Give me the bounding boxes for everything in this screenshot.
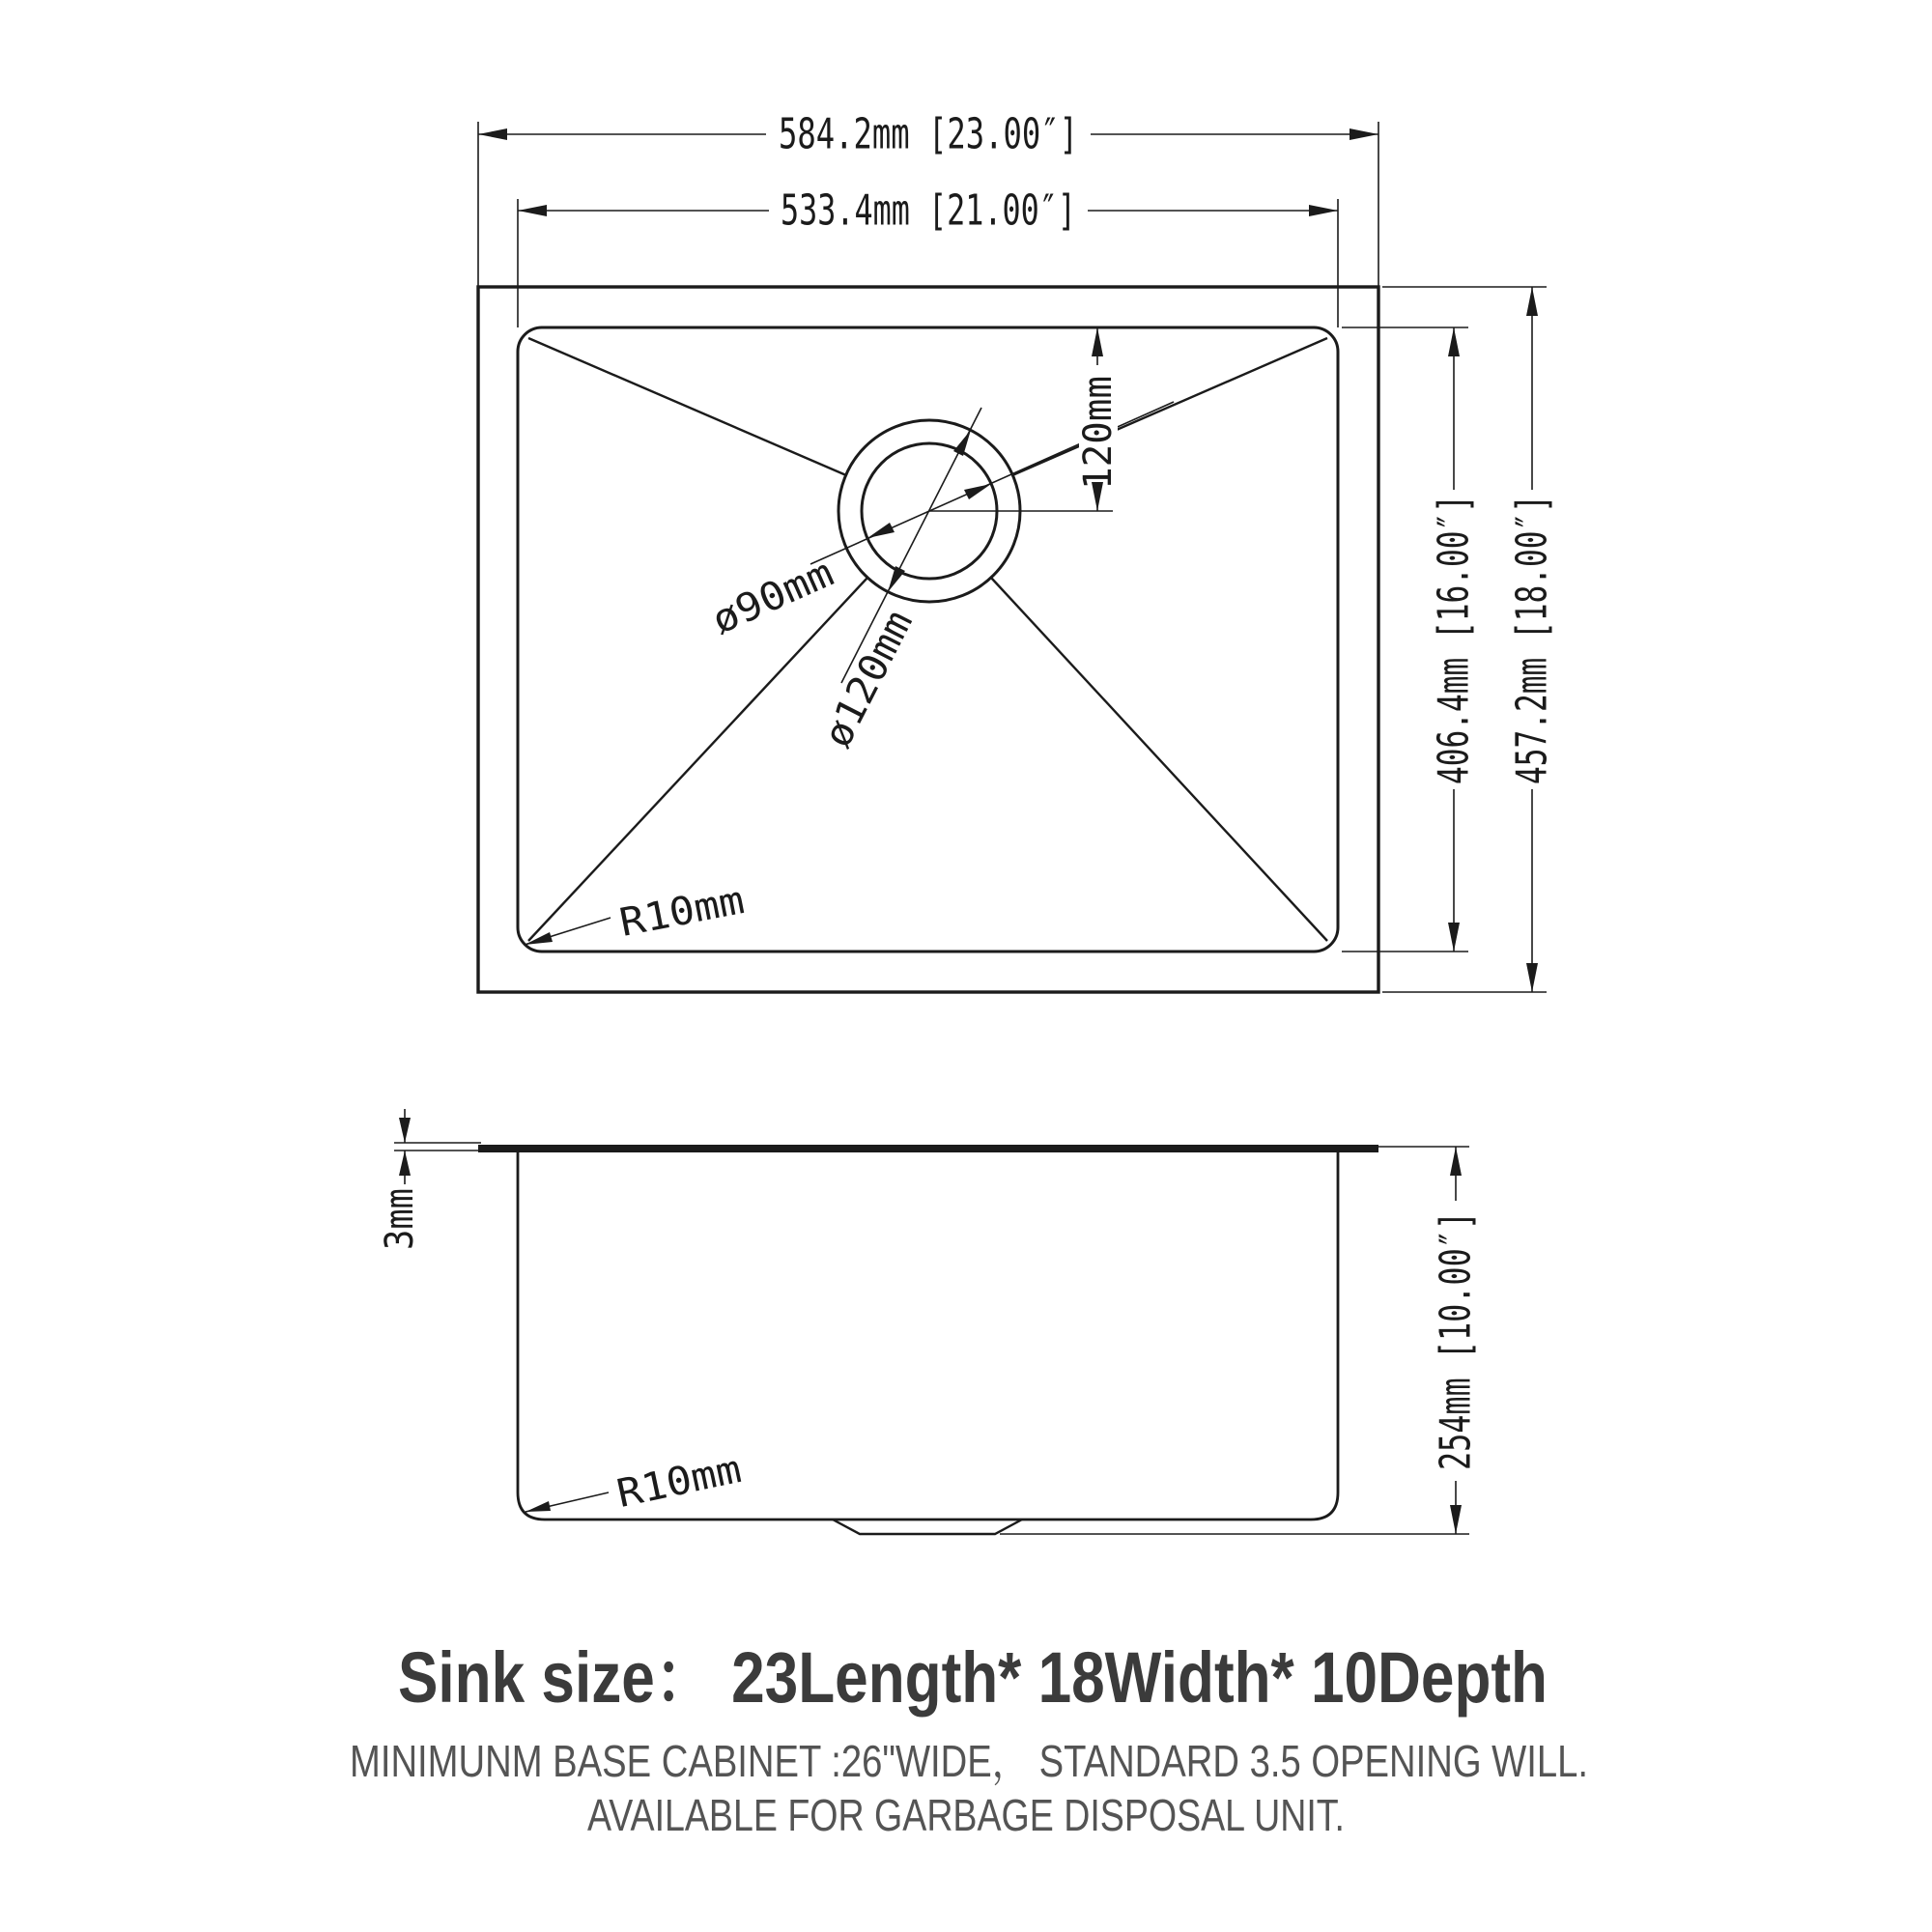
- bowl-depth-label: 254mm [10.00″]: [1431, 1112, 1481, 1470]
- drain-offset-label: 120mm: [1076, 373, 1121, 490]
- extension-lines-side-view: [394, 1143, 1469, 1534]
- side-view-labels: [378, 1112, 1481, 1518]
- arrowheads-side-view: [399, 1118, 1462, 1534]
- overall-width-label: 584.2mm [23.00″]: [779, 109, 1078, 159]
- outer-rim-outline: [478, 287, 1378, 992]
- drain-hole-diameter-label: ø90mm: [705, 554, 831, 643]
- corner-radius-label-section: R10mm: [612, 1448, 736, 1518]
- bowl-width-label: 533.4mm [21.00″]: [781, 185, 1076, 236]
- bowl-front-back-label: 406.4mm [16.00″]: [1429, 375, 1479, 784]
- drain-boss-outline: [833, 1520, 1022, 1534]
- side-view: [394, 1109, 1469, 1534]
- caption: [350, 1637, 1588, 1840]
- rim-flange-bar: [478, 1145, 1378, 1152]
- garbage-disposal-note-line: AVAILABLE FOR GARBAGE DISPOSAL UNIT.: [587, 1790, 1345, 1840]
- bowl-outline-section: [518, 1152, 1338, 1520]
- drain-flange-diameter-label: ø120mm: [815, 610, 919, 755]
- sink-size-title: Sink size： 23Length* 18Width* 10Depth: [398, 1637, 1548, 1718]
- top-view-labels: [616, 110, 1557, 946]
- cabinet-note-line: MINIMUNM BASE CABINET :26"WIDE， STANDARD 3.5 OPENING WILL.: [350, 1736, 1588, 1786]
- top-view: [478, 122, 1547, 992]
- extension-lines-top-view: [478, 122, 1547, 992]
- rim-thickness-label: 3mm: [378, 1179, 422, 1250]
- corner-radius-label-plan: R10mm: [615, 879, 739, 946]
- bowl-crease-diagonals: [528, 338, 1327, 941]
- overall-front-back-label: 457.2mm [18.00″]: [1507, 375, 1557, 784]
- dimension-lines-side-view: [405, 1109, 1456, 1534]
